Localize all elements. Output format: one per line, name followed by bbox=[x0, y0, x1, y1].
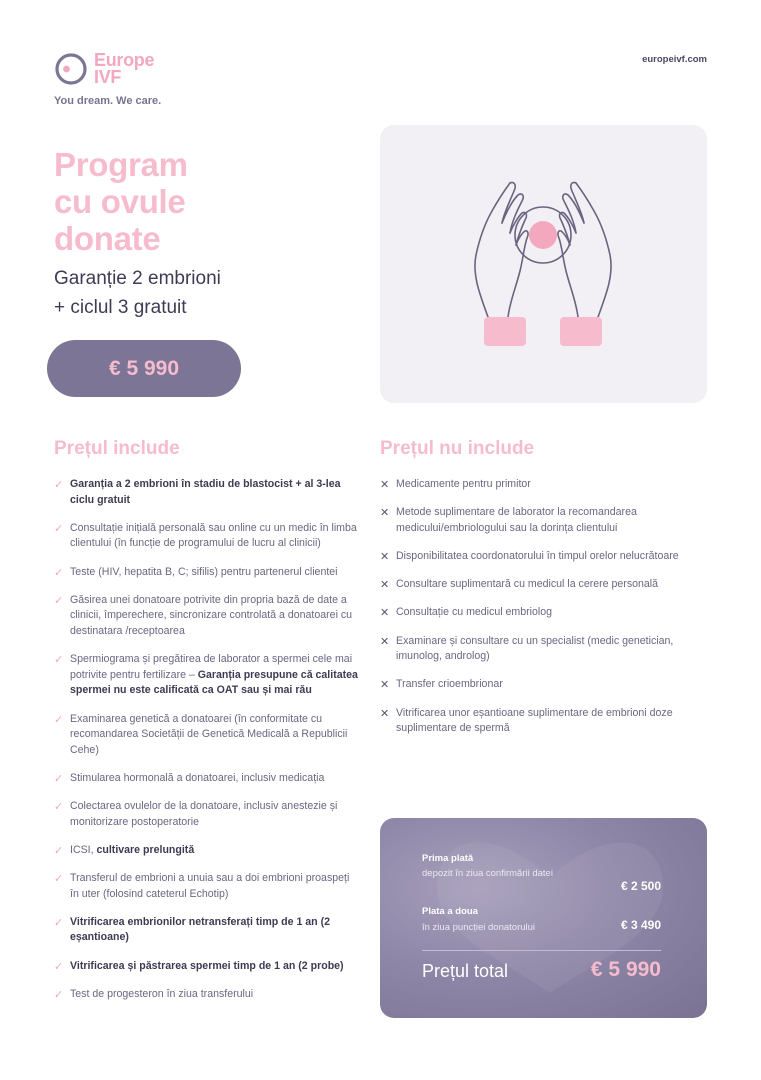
excluded-item bbox=[380, 706, 695, 737]
check-icon: ✓ bbox=[54, 654, 64, 667]
title-line: donate bbox=[54, 220, 161, 257]
included-item-text: Vitrificarea embrionilor netransferați timp de 1 an (2 eșantioane) bbox=[70, 915, 331, 944]
included-item-text: Test de progesteron în ziua transferului bbox=[70, 987, 254, 1000]
title-line: Program bbox=[54, 146, 188, 183]
excluded-item-text: Transfer crioembrionar bbox=[396, 678, 503, 691]
excluded-item bbox=[380, 505, 695, 536]
second-payment-amount: € 3 490 bbox=[620, 918, 661, 932]
excluded-heading: Prețul nu include bbox=[380, 438, 535, 459]
page-title bbox=[54, 146, 354, 257]
included-item-text: ICSI, bbox=[70, 843, 97, 856]
cross-icon: ✕ bbox=[380, 507, 390, 520]
hands-holding-egg-icon bbox=[380, 125, 707, 403]
page-subtitle bbox=[54, 264, 354, 322]
included-item bbox=[54, 477, 359, 508]
excluded-item-text: Examinare și consultare cu un specialist (medic genetician, imunolog, androlog) bbox=[396, 634, 674, 663]
included-item-text: Consultație inițială personală sau online cu un medic în limba clientului (în funcție de programului de lucru al clinicii) bbox=[70, 521, 357, 550]
excluded-item-text: Metode suplimentare de laborator la recomandarea medicului/embriologului sau la dorința clientului bbox=[396, 506, 637, 534]
included-list bbox=[54, 477, 359, 1015]
logo-ring-icon bbox=[54, 52, 88, 86]
title-line: cu ovule bbox=[54, 183, 186, 220]
hero-illustration bbox=[380, 125, 707, 403]
check-icon: ✓ bbox=[54, 522, 64, 535]
cross-icon: ✕ bbox=[380, 479, 390, 491]
included-item bbox=[54, 712, 359, 759]
included-item bbox=[54, 959, 359, 975]
website-link[interactable]: europeivf.com bbox=[642, 54, 707, 65]
included-item bbox=[54, 565, 359, 581]
payment-card bbox=[380, 818, 707, 1018]
included-item bbox=[54, 771, 359, 787]
check-icon: ✓ bbox=[54, 873, 64, 886]
excluded-item-text: Vitrificarea unor eșantioane suplimentare de embrioni doze suplimentare de spermă bbox=[396, 706, 673, 735]
logo-name-line1: Europe bbox=[94, 50, 155, 70]
cross-icon: ✕ bbox=[380, 550, 390, 563]
excluded-item-text: Medicamente pentru primitor bbox=[396, 478, 531, 490]
excluded-item-text: Disponibilitatea coordonatorului în timpul orelor nelucrătoare bbox=[396, 549, 679, 562]
check-icon: ✓ bbox=[54, 988, 64, 1001]
included-item-text: Spermiograma și pregătirea de laborator a spermei cele mai potrivite pentru fertilizare – bbox=[70, 653, 353, 681]
subtitle-line: + ciclul 3 gratuit bbox=[54, 297, 187, 318]
included-item-text: Examinarea genetică a donatoarei (în conformitate cu recomandarea Societății de Genetică Medicală a Republicii Cehe) bbox=[70, 712, 348, 756]
included-heading: Prețul include bbox=[54, 438, 180, 459]
included-item-text: Colectarea ovulelor de la donatoare, inclusiv anestezie și monitorizare postoperatorie bbox=[70, 800, 338, 828]
cross-icon: ✕ bbox=[380, 679, 390, 692]
total-price-label: Prețul total bbox=[422, 961, 509, 981]
brand-logo bbox=[54, 52, 154, 86]
brand-tagline: You dream. We care. bbox=[54, 95, 162, 107]
payment-divider bbox=[422, 950, 661, 951]
first-payment-desc: depozit în ziua confirmării datei bbox=[422, 868, 553, 879]
logo-name-line2: IVF bbox=[94, 67, 122, 87]
excluded-list bbox=[380, 477, 695, 749]
check-icon: ✓ bbox=[54, 801, 64, 814]
included-item bbox=[54, 799, 359, 830]
cross-icon: ✕ bbox=[380, 579, 390, 592]
included-item-text: Teste (HIV, hepatita B, C; sifilis) pentru partenerul clientei bbox=[70, 565, 338, 578]
price-badge: € 5 990 bbox=[47, 340, 241, 397]
excluded-item bbox=[380, 677, 695, 693]
included-item bbox=[54, 652, 359, 699]
total-price-amount: € 5 990 bbox=[590, 958, 661, 981]
second-payment-desc: în ziua puncției donatorului bbox=[422, 922, 536, 933]
included-item bbox=[54, 593, 359, 640]
check-icon: ✓ bbox=[54, 479, 64, 491]
excluded-item bbox=[380, 577, 695, 593]
included-item-text: Vitrificarea și păstrarea spermei timp de 1 an (2 probe) bbox=[70, 959, 344, 972]
included-item-text: Garanția a 2 embrioni în stadiu de blastocist + al 3-lea ciclu gratuit bbox=[70, 478, 341, 506]
cross-icon: ✕ bbox=[380, 607, 390, 620]
excluded-item bbox=[380, 477, 695, 493]
included-item bbox=[54, 871, 359, 902]
check-icon: ✓ bbox=[54, 594, 64, 607]
first-payment-label: Prima plată bbox=[422, 853, 474, 864]
included-item bbox=[54, 521, 359, 552]
excluded-item bbox=[380, 549, 695, 565]
included-item bbox=[54, 915, 359, 946]
check-icon: ✓ bbox=[54, 772, 64, 785]
logo-text bbox=[94, 52, 154, 86]
excluded-item bbox=[380, 605, 695, 621]
check-icon: ✓ bbox=[54, 916, 64, 929]
excluded-item-text: Consultare suplimentară cu medicul la cerere personală bbox=[396, 578, 659, 591]
second-payment-label: Plata a doua bbox=[422, 906, 478, 917]
check-icon: ✓ bbox=[54, 960, 64, 973]
included-item bbox=[54, 843, 359, 859]
included-item-text: Găsirea unei donatoare potrivite din propria bază de date a clinicii, împerechere, sincronizare controlată a donatoarei cu destinatara /receptoarea bbox=[70, 593, 353, 637]
subtitle-line: Garanție 2 embrioni bbox=[54, 268, 221, 289]
cross-icon: ✕ bbox=[380, 707, 390, 720]
included-item-text: Stimularea hormonală a donatoarei, inclusiv medicația bbox=[70, 771, 325, 784]
check-icon: ✓ bbox=[54, 566, 64, 579]
included-item-text: cultivare prelungită bbox=[96, 843, 195, 856]
check-icon: ✓ bbox=[54, 844, 64, 857]
excluded-item-text: Consultație cu medicul embriolog bbox=[396, 606, 553, 619]
excluded-item bbox=[380, 634, 695, 665]
included-item bbox=[54, 987, 359, 1003]
included-item-text: Garanția presupune că calitatea spermei nu este calificată ca OAT sau și mai rău bbox=[70, 668, 358, 697]
cross-icon: ✕ bbox=[380, 635, 390, 648]
check-icon: ✓ bbox=[54, 713, 64, 726]
first-payment-amount: € 2 500 bbox=[620, 879, 661, 893]
included-item-text: Transferul de embrioni a unuia sau a doi embrioni proaspeți în uter (folosind cateterul Echotip) bbox=[70, 872, 350, 900]
